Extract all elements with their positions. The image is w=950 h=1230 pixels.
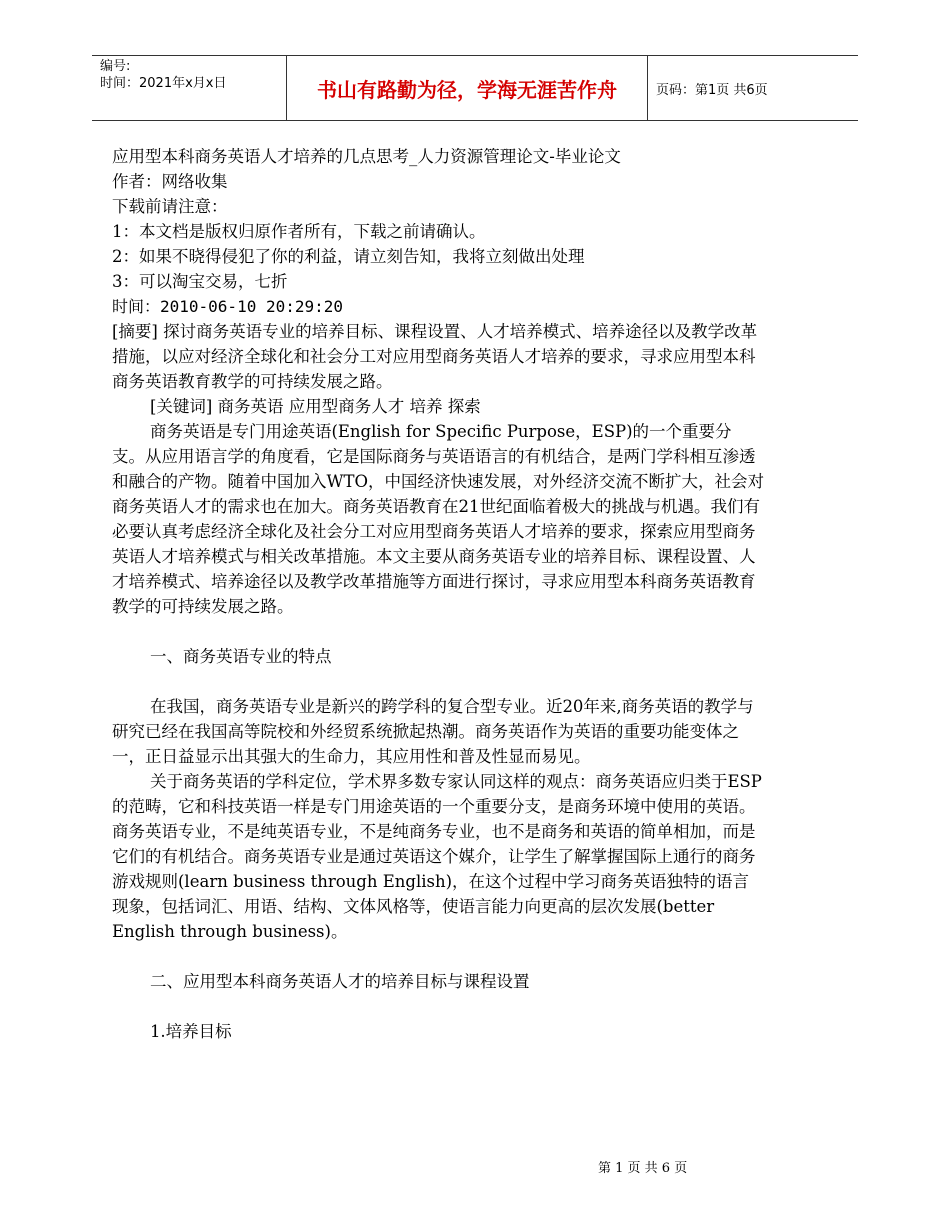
- header-meta: [92, 56, 286, 120]
- page-header: [92, 55, 858, 121]
- time-label: 时间：2021年x月x日: [100, 76, 227, 91]
- notice-item: 3：可以淘宝交易，七折: [112, 272, 288, 291]
- doc-title: 应用型本科商务英语人才培养的几点思考_人力资源管理论文-毕业论文: [112, 147, 621, 166]
- header-motto: 书山有路勤为径，学海无涯苦作舟: [286, 56, 648, 120]
- header-page-info: 页码：第1页 共6页: [656, 82, 768, 98]
- notice-item: 1：本文档是版权归原作者所有，下载之前请确认。: [112, 222, 486, 241]
- subsection-heading: 1.培养目标: [149, 1022, 232, 1041]
- abstract: [摘要] 探讨商务英语专业的培养目标、课程设置、人才培养模式、培养途径以及教学改革措施，以应对经济全球化和社会分工对应用型商务英语人才培养的要求，寻求应用型本科商务英语教育教学的可持续发展之路。: [112, 322, 758, 391]
- keywords: [关键词] 商务英语 应用型商务人才 培养 探索: [149, 397, 481, 416]
- doc-author: 作者：网络收集: [112, 172, 228, 191]
- notice-item: 2：如果不晓得侵犯了你的利益，请立刻告知，我将立刻做出处理: [112, 247, 585, 266]
- section-heading: 二、应用型本科商务英语人才的培养目标与课程设置: [149, 972, 530, 991]
- paragraph: 商务英语是专门用途英语(English for Specific Purpose，ESP)的一个重要分支。从应用语言学的角度看，它是国际商务与英语语言的有机结合，是两门学科相互渗透和融合的产物。随着中国加入WTO，中国经济快速发展，对外经济交流不断扩大，社会对商务英语人才的需求也在加大。商务英语教育在21世纪面临着极大的挑战与机遇。我们有必要认真考虑经济全球化及社会分工对应用型商务英语人才培养的要求，探索应用型商务英语人才培养模式与相关改革措施。本文主要从商务英语专业的培养目标、课程设置、人才培养模式、培养途径以及教学改革措施等方面进行探讨，寻求应用型本科商务英语教育教学的可持续发展之路。: [112, 422, 764, 616]
- paragraph: 在我国，商务英语专业是新兴的跨学科的复合型专业。近20年来,商务英语的教学与研究已经在我国高等院校和外经贸系统掀起热潮。商务英语作为英语的重要功能变体之一，正日益显示出其强大的生命力，其应用性和普及性显而易见。: [112, 697, 754, 766]
- notice-title: 下载前请注意：: [112, 197, 228, 216]
- paragraph: 关于商务英语的学科定位，学术界多数专家认同这样的观点：商务英语应归类于ESP的范畴，它和科技英语一样是专门用途英语的一个重要分支，是商务环境中使用的英语。商务英语专业，不是纯英语专业，不是纯商务专业，也不是商务和英语的简单相加，而是它们的有机结合。商务英语专业是通过英语这个媒介，让学生了解掌握国际上通行的商务游戏规则(learn business through English)，在这个过程中学习商务英语独特的语言现象，包括词汇、用语、结构、文体风格等，使语言能力向更高的层次发展(better English through business)。: [112, 772, 762, 941]
- doc-time: 时间：2010-06-10 20:29:20: [112, 297, 344, 316]
- section-heading: 一、商务英语专业的特点: [149, 647, 332, 666]
- page-footer: 第 1 页 共 6 页: [598, 1161, 688, 1176]
- document-body: [112, 144, 764, 1044]
- serial-label: 编号:: [100, 59, 131, 74]
